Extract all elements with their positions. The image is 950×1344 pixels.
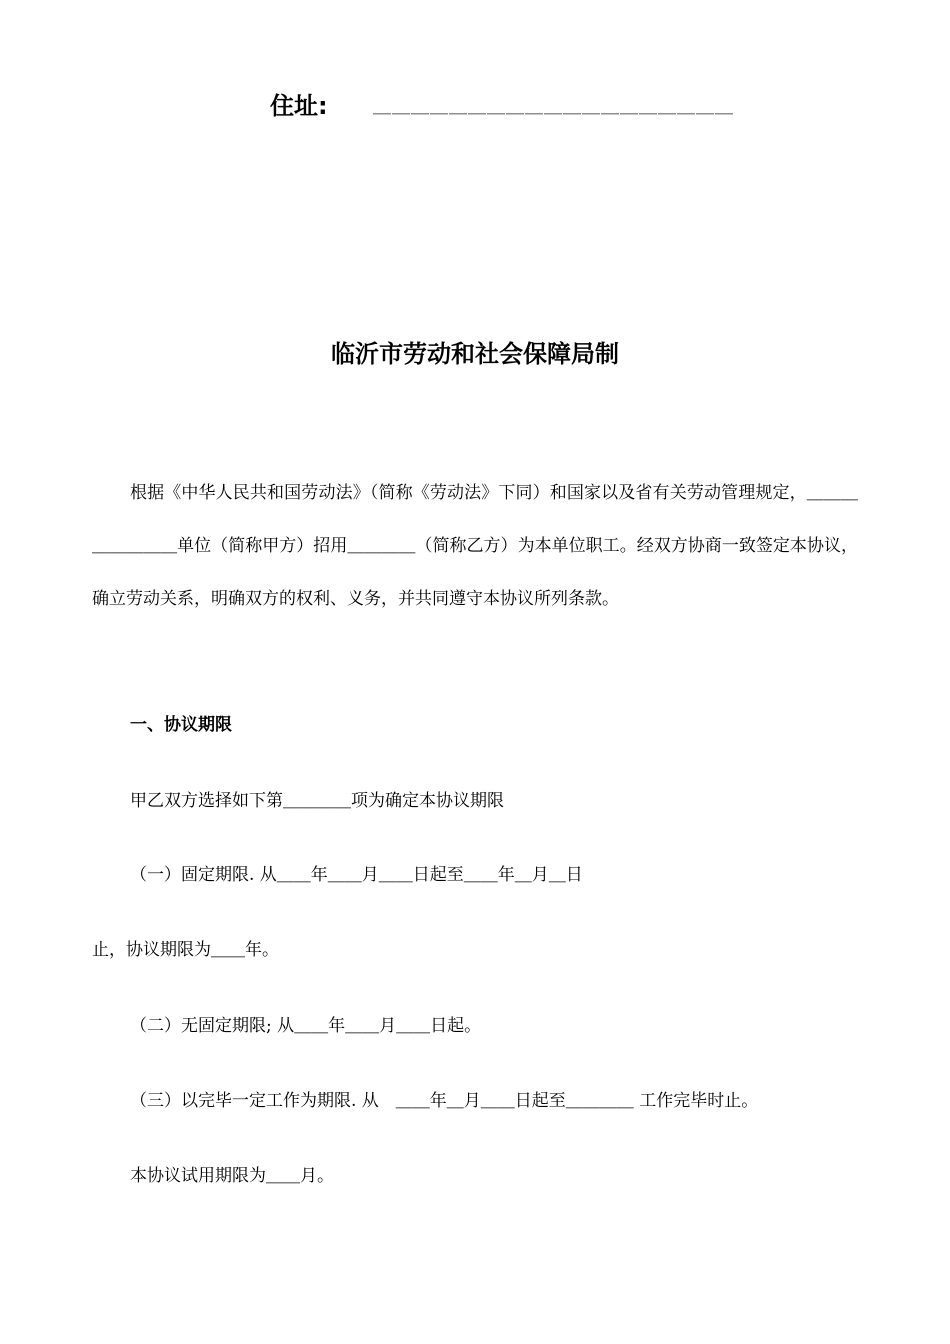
address-fill-blank: ＿＿＿＿＿＿＿＿＿＿＿＿＿＿＿＿＿＿＿ [373, 96, 734, 117]
term-choice-line: 甲乙双方选择如下第＿＿＿＿项为确定本协议期限 [130, 791, 504, 811]
address-label: 住址: [270, 92, 328, 120]
term-fixed-line-continued: 止，协议期限为＿＿年。 [92, 940, 279, 960]
probation-period-line: 本协议试用期限为＿＿月。 [130, 1166, 334, 1186]
term-open-ended-line: （二）无固定期限; 从＿＿年＿＿月＿＿日起。 [130, 1016, 482, 1036]
term-task-based-line: （三）以完毕一定工作为期限. 从 ＿＿年＿月＿＿日起至＿＿＿＿ 工作完毕时止。 [130, 1091, 759, 1111]
issuer-title: 临沂市劳动和社会保障局制 [331, 340, 619, 368]
preamble-paragraph: 根据《中华人民共和国劳动法》（简称《劳动法》下同）和国家以及省有关劳动管理规定，＿＿＿＿＿＿＿＿单位（简称甲方）招用＿＿＿＿（简称乙方）为本单位职工。经双方协商一致签定本协议，确立劳动关系，明确双方的权利、义务，并共同遵守本协议所列条款。 [92, 483, 858, 609]
term-fixed-line: （一）固定期限. 从＿＿年＿＿月＿＿日起至＿＿年＿月＿日 [130, 865, 583, 885]
section-heading-term: 一、协议期限 [130, 715, 232, 735]
